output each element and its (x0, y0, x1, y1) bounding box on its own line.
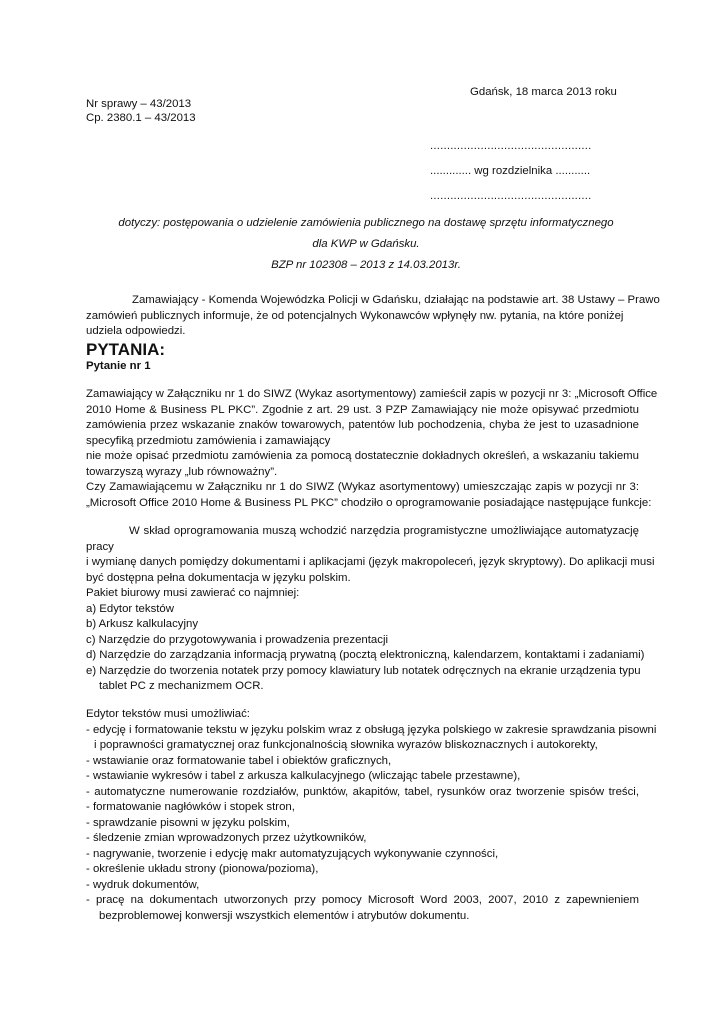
case-reference: Cp. 2380.1 – 43/2013 (86, 112, 196, 124)
editor-item: - wstawianie wykresów i tabel z arkusza kalkulacyjnego (wliczając tabele przestawne), (86, 770, 521, 782)
editor-item: - śledzenie zmian wprowadzonych przez użytkowników, (86, 832, 367, 844)
question-label: Pytanie nr 1 (86, 360, 151, 372)
recipient-dots-line: ................................................ (430, 140, 592, 152)
list-item: d) Narzędzie do zarządzania informacją prywatną (pocztą elektroniczną, kalendarzem, kontaktami i zadaniami) (86, 649, 645, 661)
question-line: Czy Zamawiającemu w Załączniku nr 1 do SIWZ (Wykaz asortymentowy) umieszczając zapis w pozycji nr 3: (86, 481, 639, 493)
editor-item-continuation: i poprawności gramatycznej oraz funkcjonalnością słownika wyrazów bliskoznacznych i autokorekty, (94, 739, 598, 751)
requirements-line: W skład oprogramowania muszą wchodzić narzędzia programistyczne umożliwiające automatyzację (129, 525, 639, 537)
question-line: 2010 Home & Business PL PKC”. Zgodnie z art. 29 ust. 3 PZP Zamawiający nie może opisywać przedmiotu (86, 403, 639, 416)
editor-item: - sprawdzanie pisowni w języku polskim, (86, 816, 290, 829)
section-heading: PYTANIA: (86, 340, 166, 359)
editor-requirements (86, 707, 657, 924)
document-date: Gdańsk, 18 marca 2013 roku (470, 86, 617, 98)
requirements-line: i wymianę danych pomiędzy dokumentami i aplikacjami (język makropoleceń, język skryptowy). Do aplikacji musi (86, 556, 655, 568)
editor-item: - wstawianie oraz formatowanie tabel i obiektów graficznych, (86, 754, 392, 767)
editor-item: - automatyczne numerowanie rozdziałów, punktów, akapitów, tabel, rysunków oraz tworzenie spisów treści, (86, 785, 639, 798)
intro-line: Zamawiający - Komenda Wojewódzka Policji w Gdańsku, działając na podstawie art. 38 Ustawy – Prawo (132, 294, 660, 306)
editor-item: - formatowanie nagłówków i stopek stron, (86, 801, 295, 813)
requirements-line: pracy (86, 540, 114, 553)
editor-item: - pracę na dokumentach utworzonych przy pomocy Microsoft Word 2003, 2007, 2010 z zapewnieniem (86, 894, 639, 906)
requirements-line: być dostępna pełna dokumentacja w języku polskim. (86, 571, 351, 584)
editor-item-continuation: bezproblemowej konwersji wszystkich elementów i atrybutów dokumentu. (99, 909, 470, 922)
intro-line: udziela odpowiedzi. (86, 325, 186, 337)
subject-line: dotyczy: postępowania o udzielenie zamówienia publicznego na dostawę sprzętu informatycznego (118, 217, 614, 229)
requirements-paragraph (86, 524, 655, 695)
editor-item: - określenie układu strony (pionowa/pozioma), (86, 863, 319, 875)
editor-item: - wydruk dokumentów, (86, 878, 200, 891)
requirements-line: Pakiet biurowy musi zawierać co najmniej: (86, 587, 300, 599)
intro-line: zamówień publicznych informuje, że od potencjalnych Wykonawców wpłynęły nw. pytania, na które poniżej (86, 309, 624, 322)
question-paragraph (86, 387, 658, 511)
subject-line: dla KWP w Gdańsku. (312, 238, 420, 250)
question-line: specyfiką przedmiotu zamówienia i zamawiający (86, 434, 331, 447)
recipient-dots-line: ................................................ (430, 190, 592, 202)
list-item: e) Narzędzie do tworzenia notatek przy pomocy klawiatury lub notatek odręcznych na ekranie urządzenia typu (86, 664, 641, 677)
case-number: Nr sprawy – 43/2013 (86, 98, 192, 110)
question-line: zamówienia przez wskazanie znaków towarowych, patentów lub pochodzenia, chyba że jest to uzasadnione (86, 419, 639, 431)
list-item: c) Narzędzie do przygotowywania i prowadzenia prezentacji (86, 633, 389, 646)
subject-reference: BZP nr 102308 – 2013 z 14.03.2013r. (271, 259, 461, 271)
editor-item: - nagrywanie, tworzenie i edycję makr automatyzujących wykonywanie czynności, (86, 847, 499, 860)
editor-item: - edycję i formatowanie tekstu w języku polskim wraz z obsługą języka polskiego w zakresie sprawdzania pisowni (86, 723, 657, 736)
question-line: Zamawiający w Załączniku nr 1 do SIWZ (Wykaz asortymentowy) zamieścił zapis w pozycji nr 3: „Microsoft Office (86, 388, 658, 400)
question-line: nie może opisać przedmiotu zamówienia za pomocą dostatecznie dokładnych określeń, a wskazaniu takiemu (86, 450, 639, 462)
recipient-line: ............. wg rozdzielnika ........... (430, 165, 591, 177)
question-line: „Microsoft Office 2010 Home & Business PL PKC” chodziło o oprogramowanie posiadające następujące funkcje: (86, 496, 652, 509)
intro-paragraph (86, 293, 660, 340)
list-item: b) Arkusz kalkulacyjny (86, 618, 199, 630)
list-item-continuation: tablet PC z mechanizmem OCR. (99, 680, 264, 692)
list-item: a) Edytor tekstów (86, 602, 174, 615)
editor-title: Edytor tekstów musi umożliwiać: (86, 708, 250, 720)
question-line: towarzyszą wyrazy „lub równoważny”. (86, 465, 278, 478)
